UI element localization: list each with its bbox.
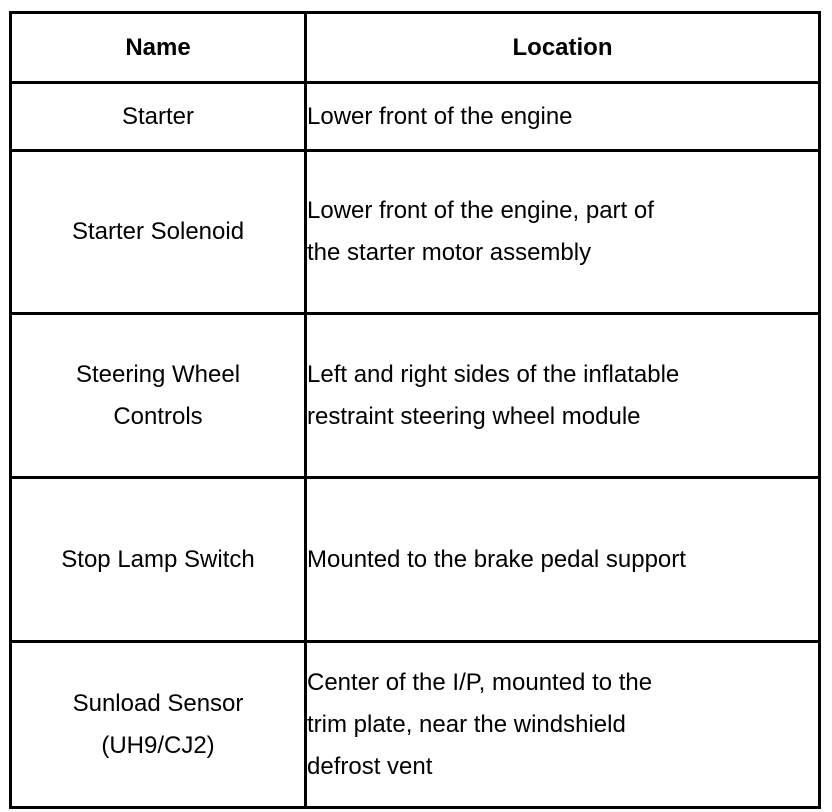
cell-name xyxy=(11,642,306,808)
cell-location xyxy=(306,151,820,314)
location-line: trim plate, near the windshield xyxy=(307,710,626,738)
name-line: Starter Solenoid xyxy=(71,218,245,245)
location-line: Lower front of the engine, part of xyxy=(307,197,654,224)
location-line: Center of the I/P, mounted to the xyxy=(307,668,653,696)
location-line: Lower front of the engine xyxy=(307,102,573,130)
cell-name xyxy=(11,151,306,314)
cell-name xyxy=(11,478,306,642)
cell-name xyxy=(11,314,306,478)
name-line: (UH9/CJ2) xyxy=(101,731,215,759)
component-location-table xyxy=(9,11,821,809)
cell-location xyxy=(306,314,820,478)
table-row xyxy=(11,151,820,314)
table-row xyxy=(11,83,820,151)
name-line: Steering Wheel xyxy=(75,360,241,388)
location-line: Mounted to the brake pedal support xyxy=(307,545,686,573)
name-line: Sunload Sensor xyxy=(72,689,244,717)
table-row xyxy=(11,642,820,808)
cell-location xyxy=(306,478,820,642)
location-line: the starter motor assembly xyxy=(307,239,592,266)
table-row xyxy=(11,478,820,642)
cell-location xyxy=(306,642,820,808)
cell-location xyxy=(306,83,820,151)
header-row xyxy=(11,13,820,83)
table-row xyxy=(11,314,820,478)
location-line: defrost vent xyxy=(307,752,433,780)
header-name: Name xyxy=(11,13,306,83)
location-line: Left and right sides of the inflatable xyxy=(307,360,680,388)
cell-name xyxy=(11,83,306,151)
header-location: Location xyxy=(306,13,820,83)
name-line: Controls xyxy=(113,402,203,430)
name-line: Stop Lamp Switch xyxy=(61,545,255,573)
name-line: Starter xyxy=(121,102,195,130)
location-line: restraint steering wheel module xyxy=(307,402,641,430)
